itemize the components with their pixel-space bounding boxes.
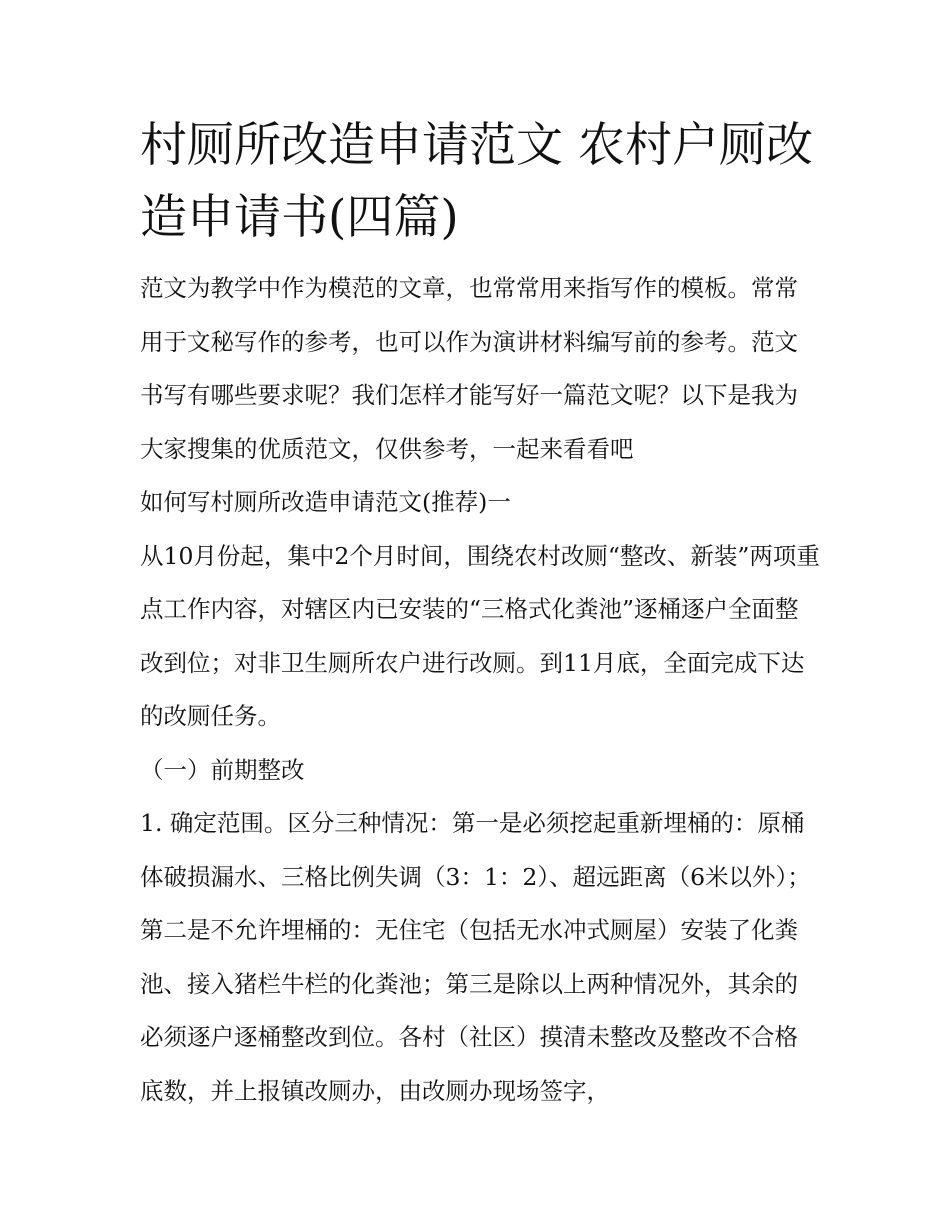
subsection-heading: （一）前期整改 <box>140 755 305 784</box>
document-title: 村厕所改造申请范文 农村户厕改造申请书(四篇) <box>140 118 813 245</box>
intro-paragraph: 范文为教学中作为模范的文章，也常常用来指写作的模板。常常用于文秘写作的参考，也可以作为演讲材料编写前的参考。范文书写有哪些要求呢？我们怎样才能写好一篇范文呢？以下是我为大家搜集的优质范文，仅供参考，一起来看看吧 <box>140 274 798 463</box>
body-paragraph: 1. 确定范围。区分三种情况：第一是必须挖起重新埋桶的：原桶体破损漏水、三格比例失调（3：1：2）、超远距离（6米以外）；第二是不允许埋桶的：无住宅（包括无水冲式厕屋）安装了化粪池、接入猪栏牛栏的化粪池；第三是除以上两种情况外，其余的必须逐户逐桶整改到位。各村（社区）摸清未整改及整改不合格底数，并上报镇改厕办，由改厕办现场签字， <box>140 809 811 1105</box>
body-paragraph: 从10月份起，集中2个月时间，围绕农村改厕“整改、新装”两项重点工作内容，对辖区内已安装的“三格式化粪池”逐桶逐户全面整改到位；对非卫生厕所农户进行改厕。到11月底，全面完成下达的改厕任务。 <box>140 541 820 730</box>
document-page <box>140 110 820 1118</box>
section-heading: 如何写村厕所改造申请范文(推荐)一 <box>140 488 511 516</box>
